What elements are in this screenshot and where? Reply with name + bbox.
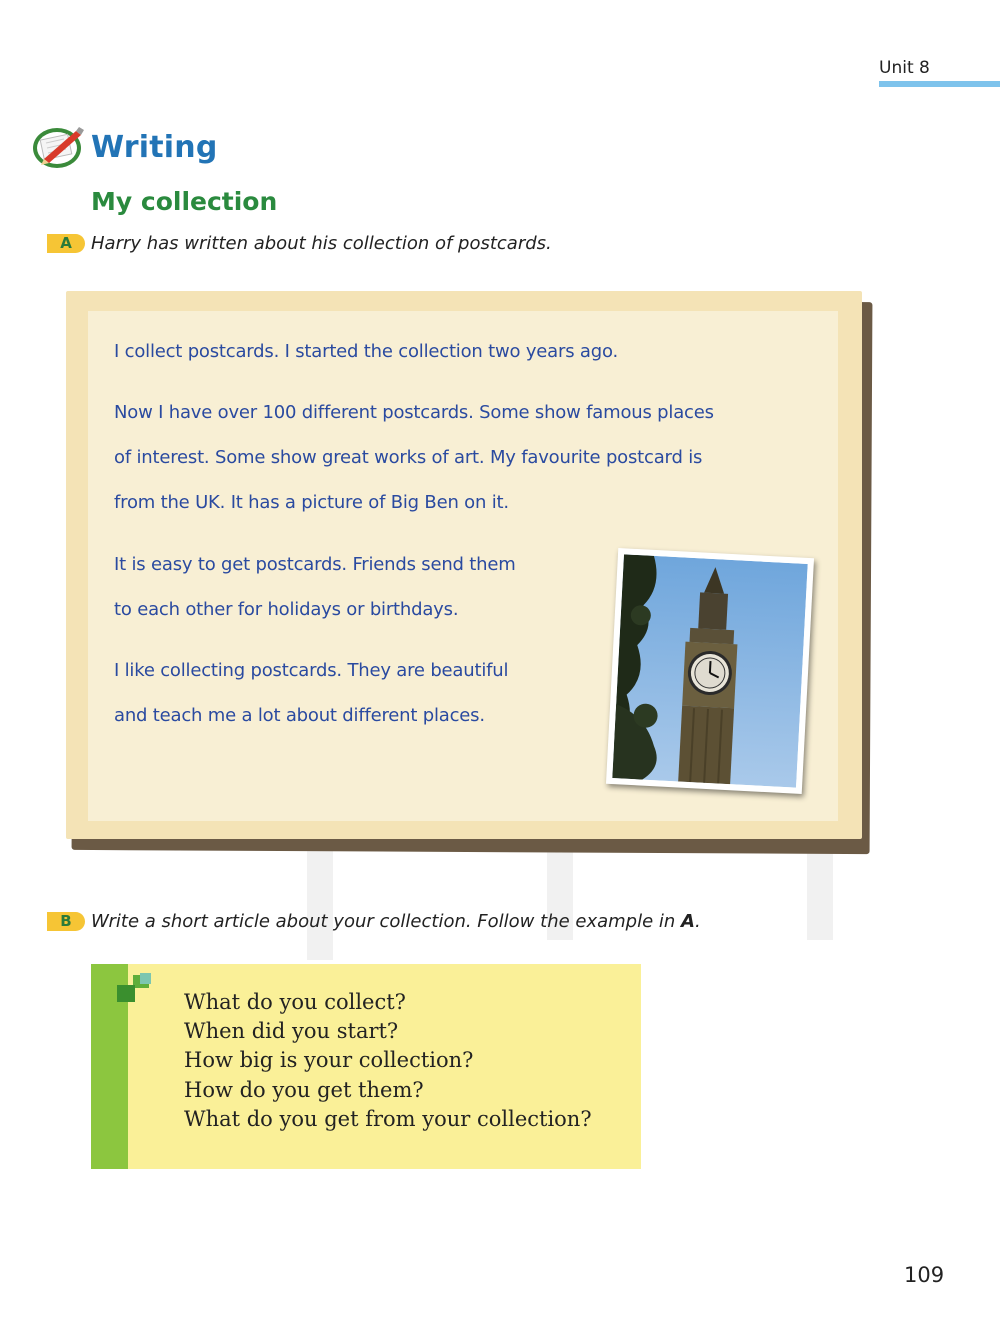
- instruction-b-text: Write a short article about your collection. Follow the example in: [91, 911, 682, 932]
- decorative-square: [117, 985, 135, 1002]
- unit-label: Unit 8: [879, 58, 930, 78]
- section-title: Writing: [91, 130, 218, 165]
- question-item: What do you collect?: [184, 990, 406, 1014]
- postcard-line: from the UK. It has a picture of Big Ben on it.: [114, 492, 509, 513]
- question-item: When did you start?: [184, 1019, 399, 1044]
- big-ben-photo: [606, 548, 814, 794]
- question-list: [184, 988, 592, 1134]
- postcard-line: I like collecting postcards. They are beautiful: [114, 660, 509, 681]
- postcard-line: to each other for holidays or birthdays.: [114, 599, 459, 620]
- badge-b: B: [47, 912, 85, 931]
- postcard-line: and teach me a lot about different places.: [114, 705, 485, 726]
- instruction-b-period: .: [694, 911, 701, 932]
- decorative-square: [140, 973, 151, 984]
- pen-and-paper-icon: [30, 121, 86, 169]
- badge-a: A: [47, 234, 85, 253]
- question-item: How do you get them?: [184, 1077, 424, 1102]
- postcard-line: of interest. Some show great works of art. My favourite postcard is: [114, 447, 703, 468]
- page-number: 109: [904, 1263, 945, 1287]
- instruction-a: Harry has written about his collection of postcards.: [91, 233, 552, 254]
- instruction-b-ref: A: [681, 911, 695, 932]
- postcard-line: I collect postcards. I started the collection two years ago.: [114, 341, 618, 362]
- question-item: What do you get from your collection?: [184, 1106, 592, 1131]
- section-subtitle: My collection: [91, 187, 278, 216]
- question-item: How big is your collection?: [184, 1048, 474, 1073]
- postcard-line: It is easy to get postcards. Friends send them: [114, 554, 516, 575]
- unit-underline-bar: [879, 81, 1000, 87]
- instruction-b: [91, 911, 701, 932]
- postcard-line: Now I have over 100 different postcards. Some show famous places: [114, 402, 714, 423]
